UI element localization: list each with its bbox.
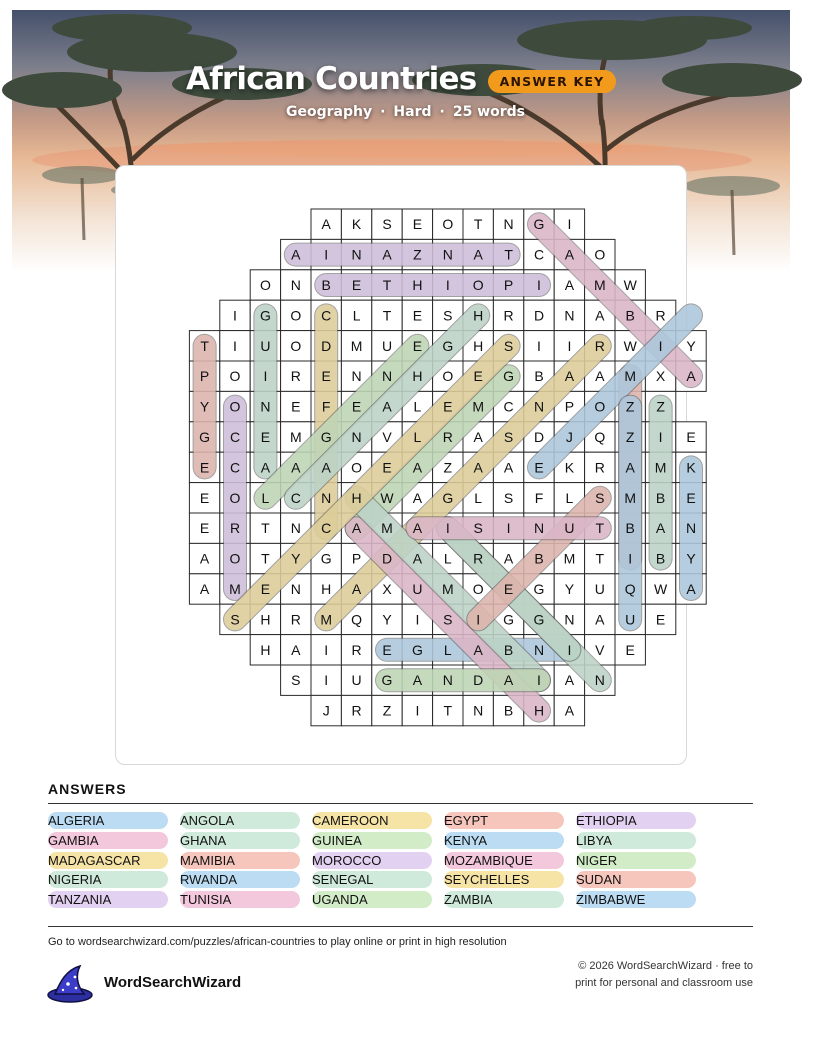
grid-letter: A xyxy=(686,581,696,597)
grid-letter: T xyxy=(595,520,605,537)
grid-letter: G xyxy=(381,672,393,689)
grid-letter: O xyxy=(351,459,363,476)
grid-letter: B xyxy=(655,550,666,567)
grid-letter: C xyxy=(321,307,332,324)
grid-letter: R xyxy=(473,550,484,567)
grid-letter: S xyxy=(443,307,453,324)
grid-letter: I xyxy=(233,337,237,354)
grid-letter: P xyxy=(199,368,210,385)
grid-letter: N xyxy=(685,520,697,537)
grid-letter: N xyxy=(564,307,575,324)
grid-letter: A xyxy=(412,550,423,567)
grid-letter: O xyxy=(229,550,241,567)
answer-item: MOZAMBIQUE xyxy=(444,852,564,869)
grid-letter: O xyxy=(229,368,241,385)
grid-letter: S xyxy=(595,489,605,506)
grid-letter: H xyxy=(412,277,423,293)
grid-letter: T xyxy=(595,550,605,567)
grid-letter: M xyxy=(441,581,454,597)
grid-letter: U xyxy=(260,337,271,354)
grid-letter: I xyxy=(445,520,450,537)
answer-item: SENEGAL xyxy=(312,871,432,888)
grid-letter: U xyxy=(351,672,362,689)
grid-letter: N xyxy=(442,246,453,263)
grid-letter: U xyxy=(625,611,636,628)
grid-letter: H xyxy=(473,307,484,324)
answer-item: SUDAN xyxy=(576,871,696,888)
grid-letter: E xyxy=(686,489,696,506)
grid-letter: A xyxy=(291,246,301,263)
grid-letter: O xyxy=(594,398,606,415)
grid-letter: A xyxy=(503,550,514,567)
meta-separator: · xyxy=(380,104,386,120)
answer-item: EGYPT xyxy=(444,812,564,829)
grid-letter: O xyxy=(259,277,271,293)
grid-letter: W xyxy=(380,489,394,506)
answer-item: LIBYA xyxy=(576,832,696,849)
answer-item: NIGERIA xyxy=(48,871,168,888)
grid-letter: N xyxy=(351,246,362,263)
grid-letter: E xyxy=(199,489,210,506)
grid-letter: P xyxy=(564,398,575,415)
grid-letter: H xyxy=(260,611,271,628)
grid-letter: A xyxy=(321,459,331,476)
answer-item: CAMEROON xyxy=(312,812,432,829)
grid-letter: X xyxy=(655,368,666,385)
grid-letter: A xyxy=(412,459,423,476)
footer-divider xyxy=(48,926,753,927)
word-count-label: 25 words xyxy=(452,104,526,120)
grid-letter: U xyxy=(381,337,393,354)
grid-letter: M xyxy=(229,581,241,597)
grid-letter: G xyxy=(320,550,332,567)
grid-letter: R xyxy=(229,520,241,537)
grid-letter: V xyxy=(595,641,605,658)
grid-letter: H xyxy=(533,702,545,719)
grid-letter: B xyxy=(503,702,514,719)
grid-letter: K xyxy=(686,459,696,476)
title-area xyxy=(0,58,816,138)
grid-letter: E xyxy=(351,398,362,415)
grid-letter: N xyxy=(351,429,362,445)
grid-letter: L xyxy=(474,489,483,506)
grid-letter: E xyxy=(534,459,544,476)
answer-item: ALGERIA xyxy=(48,812,168,829)
grid-letter: I xyxy=(537,337,541,354)
grid-letter: A xyxy=(351,520,362,537)
grid-letter: A xyxy=(655,520,666,537)
grid-letter: A xyxy=(199,550,210,567)
grid-letter: R xyxy=(351,641,362,658)
grid-letter: W xyxy=(623,277,637,293)
grid-letter: B xyxy=(321,277,331,293)
grid-letter: S xyxy=(503,429,514,445)
grid-letter: E xyxy=(199,459,210,476)
grid-letter: U xyxy=(564,520,575,537)
grid-letter: G xyxy=(533,216,545,233)
answer-item: ETHIOPIA xyxy=(576,812,696,829)
answer-item: GHANA xyxy=(180,832,300,849)
answer-item: NIGER xyxy=(576,852,696,869)
answer-item: TANZANIA xyxy=(48,891,168,908)
grid-letter: L xyxy=(565,489,574,506)
grid-letter: I xyxy=(233,307,237,324)
copyright-text: © 2026 WordSearchWizard · free to print for personal and classroom use xyxy=(575,960,753,989)
grid-letter: Z xyxy=(443,459,453,476)
grid-letter: S xyxy=(503,337,514,354)
grid-letter: O xyxy=(472,581,484,597)
grid-letter: G xyxy=(533,611,545,628)
grid-letter: I xyxy=(324,246,329,263)
grid-letter: D xyxy=(533,429,545,445)
grid-letter: B xyxy=(625,307,635,324)
grid-letter: A xyxy=(564,702,575,719)
grid-letter: I xyxy=(263,368,268,385)
grid-letter: A xyxy=(595,368,605,385)
grid-letter: O xyxy=(229,398,241,415)
grid-letter: E xyxy=(382,459,392,476)
grid-letter: E xyxy=(260,581,271,597)
grid-letter: K xyxy=(351,216,362,233)
grid-letter: A xyxy=(382,398,392,415)
grid-letter: A xyxy=(321,216,331,233)
grid-letter: I xyxy=(658,429,663,445)
grid-letter: F xyxy=(534,489,544,506)
grid-letter: H xyxy=(321,581,332,597)
grid-letter: W xyxy=(623,337,637,354)
footer-link[interactable]: Go to wordsearchwizard.com/puzzles/african-countries to play online or print in high resolution xyxy=(48,936,507,948)
grid-letter: A xyxy=(564,246,575,263)
grid-letter: H xyxy=(351,489,362,506)
grid-letter: A xyxy=(595,307,605,324)
grid-letter: M xyxy=(350,337,363,354)
grid-letter: E xyxy=(382,641,392,658)
grid-letter: P xyxy=(503,277,514,293)
grid-letter: U xyxy=(594,581,605,597)
answer-item: ZAMBIA xyxy=(444,891,564,908)
grid-letter: H xyxy=(260,641,271,658)
answer-item: KENYA xyxy=(444,832,564,849)
grid-letter: M xyxy=(593,277,606,293)
grid-letter: I xyxy=(567,216,572,233)
grid-letter: J xyxy=(565,429,573,445)
grid-letter: I xyxy=(567,641,572,658)
grid-letter: Z xyxy=(382,702,392,719)
grid-letter: N xyxy=(503,216,514,233)
grid-letter: E xyxy=(321,368,331,385)
grid-letter: Y xyxy=(564,581,575,597)
grid-letter: A xyxy=(412,672,423,689)
grid-letter: G xyxy=(259,307,271,324)
grid-letter: P xyxy=(351,550,362,567)
answer-key-badge: ANSWER KEY xyxy=(488,70,616,93)
grid-letter: A xyxy=(473,429,483,445)
grid-letter: C xyxy=(533,246,545,263)
grid-letter: D xyxy=(321,337,332,354)
grid-letter: I xyxy=(567,337,572,354)
grid-letter: I xyxy=(415,702,420,719)
answers-heading: ANSWERS xyxy=(48,781,127,797)
word-search-grid xyxy=(116,166,697,766)
grid-letter: A xyxy=(199,581,210,597)
grid-letter: T xyxy=(200,337,209,354)
grid-letter: Y xyxy=(686,550,696,567)
answer-item: UGANDA xyxy=(312,891,432,908)
grid-letter: I xyxy=(476,611,481,628)
grid-letter: D xyxy=(381,550,393,567)
grid-letter: N xyxy=(473,702,484,719)
grid-letter: E xyxy=(625,641,635,658)
grid-letter: R xyxy=(351,702,362,719)
grid-letter: O xyxy=(229,489,241,506)
category-label: Geography xyxy=(286,104,373,120)
grid-letter: L xyxy=(443,550,452,567)
grid-letter: B xyxy=(534,368,544,385)
grid-letter: T xyxy=(473,216,483,233)
grid-letter: N xyxy=(381,368,393,385)
grid-letter: E xyxy=(412,307,423,324)
grid-letter: Y xyxy=(199,398,210,415)
grid-letter: Q xyxy=(624,581,636,597)
grid-letter: M xyxy=(320,611,333,628)
grid-letter: M xyxy=(381,520,393,537)
grid-letter: A xyxy=(503,672,514,689)
grid-letter: N xyxy=(533,398,545,415)
grid-letter: S xyxy=(503,489,514,506)
grid-letter: F xyxy=(321,398,331,415)
grid-letter: A xyxy=(625,459,635,476)
grid-letter: A xyxy=(291,641,301,658)
grid-letter: I xyxy=(506,520,511,537)
grid-letter: L xyxy=(443,641,452,658)
grid-letter: V xyxy=(382,429,392,445)
grid-letter: Y xyxy=(686,337,696,354)
grid-letter: A xyxy=(564,672,575,689)
page-title: African Countries xyxy=(186,61,477,97)
grid-letter: Z xyxy=(656,398,665,415)
grid-letter: B xyxy=(655,489,666,506)
grid-letter: I xyxy=(658,337,663,354)
grid-letter: M xyxy=(654,459,667,476)
grid-letter: N xyxy=(442,672,453,689)
puzzle-card xyxy=(115,165,697,765)
grid-letter: L xyxy=(413,398,422,415)
grid-letter: S xyxy=(473,520,483,537)
grid-letter: O xyxy=(442,368,454,385)
grid-letter: N xyxy=(351,368,362,385)
grid-letter: A xyxy=(382,246,392,263)
grid-letter: C xyxy=(229,429,241,445)
grid-letter: R xyxy=(290,368,301,385)
grid-letter: Y xyxy=(382,611,392,628)
grid-letter: A xyxy=(595,611,605,628)
grid-letter: G xyxy=(442,337,454,354)
grid-letter: A xyxy=(351,581,362,597)
answer-item: ZIMBABWE xyxy=(576,891,696,908)
grid-letter: E xyxy=(655,611,666,628)
grid-letter: R xyxy=(655,307,666,324)
grid-letter: M xyxy=(624,489,637,506)
grid-letter: N xyxy=(290,581,301,597)
answer-item: MOROCCO xyxy=(312,852,432,869)
grid-letter: B xyxy=(503,641,514,658)
brand-name[interactable]: WordSearchWizard xyxy=(104,974,242,991)
grid-letter: E xyxy=(443,398,453,415)
grid-letter: L xyxy=(352,307,361,324)
grid-letter: S xyxy=(230,611,240,628)
grid-letter: R xyxy=(503,307,514,324)
grid-letter: S xyxy=(291,672,301,689)
grid-letter: O xyxy=(472,277,484,293)
grid-letter: N xyxy=(260,398,271,415)
grid-letter: R xyxy=(442,429,453,445)
grid-letter: C xyxy=(321,520,332,537)
grid-letter: N xyxy=(290,520,301,537)
grid-letter: N xyxy=(594,672,605,689)
grid-letter: B xyxy=(534,550,544,567)
grid-letter: T xyxy=(382,307,392,324)
grid-letter: S xyxy=(443,611,453,628)
grid-letter: Q xyxy=(351,611,363,628)
grid-letter: M xyxy=(289,429,302,445)
grid-letter: A xyxy=(260,459,271,476)
grid-letter: A xyxy=(686,368,696,385)
grid-letter: I xyxy=(324,641,329,658)
grid-letter: E xyxy=(412,337,423,354)
wizard-hat-icon xyxy=(46,962,94,1004)
grid-letter: C xyxy=(503,398,514,415)
grid-letter: L xyxy=(261,489,270,506)
answer-item: MAMIBIA xyxy=(180,852,300,869)
grid-letter: I xyxy=(537,277,541,293)
grid-letter: K xyxy=(564,459,575,476)
grid-letter: D xyxy=(533,307,545,324)
grid-letter: E xyxy=(199,520,210,537)
grid-letter: Q xyxy=(594,429,606,445)
answer-item: GAMBIA xyxy=(48,832,168,849)
grid-letter: T xyxy=(443,702,453,719)
grid-letter: G xyxy=(411,641,423,658)
grid-letter: A xyxy=(291,459,301,476)
grid-letter: I xyxy=(445,277,450,293)
meta-separator: · xyxy=(439,104,445,120)
grid-letter: Y xyxy=(291,550,301,567)
grid-letter: D xyxy=(473,672,484,689)
grid-letter: G xyxy=(442,489,454,506)
answer-item: SEYCHELLES xyxy=(444,871,564,888)
grid-letter: M xyxy=(624,368,637,385)
grid-letter: A xyxy=(473,246,483,263)
grid-letter: N xyxy=(290,277,301,293)
answer-item: RWANDA xyxy=(180,871,300,888)
grid-letter: G xyxy=(533,581,545,597)
grid-letter: R xyxy=(594,459,605,476)
grid-letter: G xyxy=(503,611,515,628)
grid-letter: Z xyxy=(413,246,422,263)
answer-item: ANGOLA xyxy=(180,812,300,829)
grid-letter: R xyxy=(290,611,301,628)
grid-letter: I xyxy=(415,611,420,628)
grid-letter: I xyxy=(324,672,329,689)
grid-letter: N xyxy=(533,641,545,658)
grid-letter: A xyxy=(473,459,483,476)
grid-letter: Z xyxy=(625,398,635,415)
grid-letter: E xyxy=(473,368,483,385)
grid-letter: L xyxy=(413,429,422,445)
grid-letter: I xyxy=(628,550,633,567)
grid-letter: R xyxy=(594,337,605,354)
grid-letter: N xyxy=(564,611,575,628)
grid-letter: H xyxy=(473,337,484,354)
grid-letter: O xyxy=(290,337,302,354)
grid-letter: U xyxy=(412,581,423,597)
grid-letter: S xyxy=(382,216,392,233)
grid-letter: T xyxy=(382,277,392,293)
grid-letter: A xyxy=(503,459,514,476)
grid-letter: E xyxy=(686,429,696,445)
answers-divider xyxy=(48,803,753,804)
grid-letter: T xyxy=(261,520,270,537)
grid-letter: C xyxy=(290,489,301,506)
answer-item: GUINEA xyxy=(312,832,432,849)
grid-letter: N xyxy=(321,489,332,506)
grid-letter: E xyxy=(412,216,423,233)
grid-letter: A xyxy=(473,641,483,658)
grid-letter: W xyxy=(653,581,668,597)
grid-letter: A xyxy=(412,520,423,537)
grid-letter: G xyxy=(199,429,211,445)
grid-letter: N xyxy=(533,520,545,537)
grid-letter: E xyxy=(260,429,271,445)
grid-letter: G xyxy=(320,429,332,445)
grid-letter: T xyxy=(261,550,270,567)
grid-letter: E xyxy=(503,581,514,597)
answer-item: TUNISIA xyxy=(180,891,300,908)
difficulty-label: Hard xyxy=(393,104,432,120)
grid-letter: I xyxy=(537,672,541,689)
grid-letter: Z xyxy=(625,429,635,445)
grid-letter: T xyxy=(504,246,513,263)
grid-letter: A xyxy=(564,277,575,293)
puzzle-meta xyxy=(286,104,525,120)
grid-letter: C xyxy=(229,459,241,476)
grid-letter: E xyxy=(351,277,362,293)
grid-letter: E xyxy=(291,398,301,415)
grid-letter: M xyxy=(472,398,485,415)
grid-letter: X xyxy=(382,581,392,597)
grid-letter: B xyxy=(625,520,635,537)
grid-letter: A xyxy=(564,368,575,385)
grid-letter: M xyxy=(563,550,576,567)
grid-letter: J xyxy=(322,702,330,719)
grid-letter: A xyxy=(412,489,423,506)
grid-letter: O xyxy=(594,246,606,263)
grid-letter: O xyxy=(442,216,454,233)
grid-letter: H xyxy=(412,368,423,385)
grid-letter: G xyxy=(503,368,515,385)
grid-letter: O xyxy=(290,307,302,324)
answer-item: MADAGASCAR xyxy=(48,852,168,869)
